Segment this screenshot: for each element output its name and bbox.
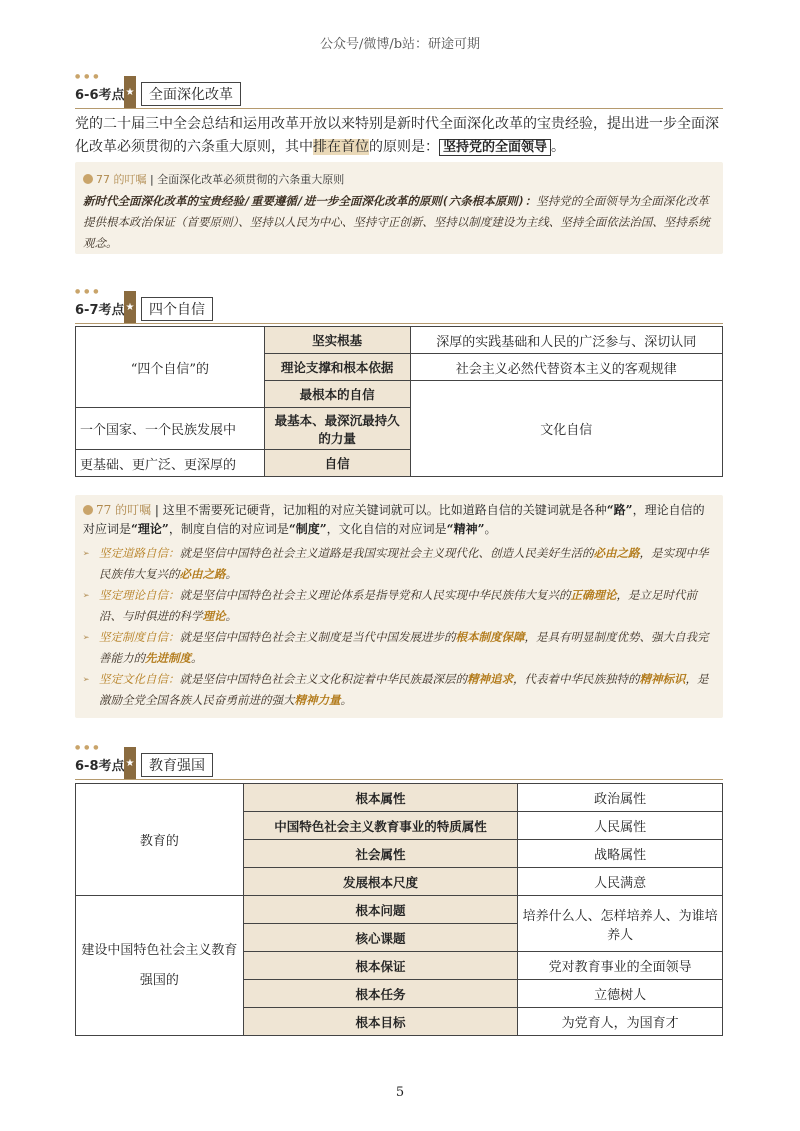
table-key-cell: 根本问题: [243, 896, 518, 924]
decoration-dots: ● ● ●: [75, 744, 100, 751]
table-key-cell: 根本属性: [243, 784, 518, 812]
table-key-cell: 核心课题: [243, 924, 518, 952]
tip-box-6-6: [75, 162, 723, 254]
table-key-cell: 根本任务: [243, 980, 518, 1008]
table-cell: 战略属性: [518, 840, 723, 868]
table-cell: 更基础、更广泛、更深厚的: [76, 450, 265, 477]
table-key-cell: 最根本的自信: [264, 381, 410, 408]
decoration-dots: ● ● ●: [75, 288, 100, 295]
page-number: 5: [395, 1085, 405, 1100]
table-row: [76, 896, 723, 924]
table-cell: 社会主义必然代替资本主义的客观规律: [410, 354, 723, 381]
table-cell: 为党育人，为国育才: [518, 1008, 723, 1036]
table-row: [76, 784, 723, 812]
tip-intro: 77 的叮嘱 | 这里不需要死记硬背，记加粗的对应关键词就可以。比如道路自信的关键词就是各种“路”，理论自信的对应词是“理论”，制度自信的对应词是“制度”，文化自信的对应词是“精神”。: [83, 503, 705, 536]
tip-body: 新时代全面深化改革的宝贵经验/重要遵循/进一步全面深化改革的原则(六条根本原则)：坚持党的全面领导为全面深化改革提供根本政治保证（首要原则）、坚持以人民为中心、坚持守正创新、坚持以制度建设为主线、坚持全面依法治国、坚持系统观念。: [83, 194, 710, 250]
four-confidences-table: [75, 326, 723, 477]
merged-cell: 培养什么人、怎样培养人、为谁培养人: [518, 896, 723, 952]
table-key-cell: 社会属性: [243, 840, 518, 868]
section-title: 全面深化改革: [141, 82, 241, 106]
section-heading-6-6: [75, 73, 723, 109]
table-row: [76, 327, 723, 354]
lightbulb-icon: [83, 505, 93, 515]
table-cell: 党对教育事业的全面领导: [518, 952, 723, 980]
tip-heading: 77 的叮嘱 | 全面深化改革必须贯彻的六条重大原则: [83, 168, 715, 191]
list-item: ➢ 坚定文化自信：就是坚信中国特色社会主义文化积淀着中华民族最深层的精神追求，代表着中华民族独特的精神标识，是激励全党全国各族人民奋勇前进的强大精神力量。: [83, 669, 715, 711]
lightbulb-icon: [83, 174, 93, 184]
list-item: ➢ 坚定道路自信：就是坚信中国特色社会主义道路是我国实现社会主义现代化、创造人民美好生活的必由之路，是实现中华民族伟大复兴的必由之路。: [83, 543, 715, 585]
table-key-cell: 自信: [264, 450, 410, 477]
education-power-table: [75, 783, 723, 1036]
table-cell: 人民满意: [518, 868, 723, 896]
table-key-cell: 坚实根基: [264, 327, 410, 354]
star-icon: [124, 76, 136, 108]
list-item: ➢ 坚定理论自信：就是坚信中国特色社会主义理论体系是指导党和人民实现中华民族伟大复兴的正确理论，是立足时代前沿、与时俱进的科学理论。: [83, 585, 715, 627]
table-cell: 立德树人: [518, 980, 723, 1008]
table-key-cell: 理论支撑和根本依据: [264, 354, 410, 381]
star-icon: [124, 747, 136, 779]
table-cell: 政治属性: [518, 784, 723, 812]
section-title: 教育强国: [141, 753, 213, 777]
section-heading-6-7: [75, 288, 723, 324]
section-code: 6-6考点: [75, 88, 125, 103]
list-item: ➢ 坚定制度自信：就是坚信中国特色社会主义制度是当代中国发展进步的根本制度保障，是具有明显制度优势、强大自我完善能力的先进制度。: [83, 627, 715, 669]
table-key-cell: 中国特色社会主义教育事业的特质属性: [243, 812, 518, 840]
table-key-cell: 最基本、最深沉最持久的力量: [264, 408, 410, 450]
highlight-text: 排在首位: [313, 139, 369, 155]
question-paragraph: 党的二十届三中全会总结和运用改革开放以来特别是新时代全面深化改革的宝贵经验，提出进一步全面深化改革必须贯彻的六条重大原则，其中排在首位的原则是： 坚持党的全面领导 。: [75, 116, 719, 155]
tip-box-6-7: [75, 495, 723, 718]
decoration-dots: ● ● ●: [75, 73, 100, 80]
bullet-list: [83, 543, 715, 711]
table-cell: 人民属性: [518, 812, 723, 840]
group-label-cell: 建设中国特色社会主义教育强国的: [76, 896, 244, 1036]
section-title: 四个自信: [141, 297, 213, 321]
section-code: 6-8考点: [75, 759, 125, 774]
group-label-cell: 教育的: [76, 784, 244, 896]
star-icon: [124, 291, 136, 323]
table-cell: “四个自信”的: [76, 327, 265, 408]
page-header: 公众号/微博/b站：研途可期: [319, 37, 481, 52]
table-cell: 深厚的实践基础和人民的广泛参与、深切认同: [410, 327, 723, 354]
table-key-cell: 根本目标: [243, 1008, 518, 1036]
table-key-cell: 根本保证: [243, 952, 518, 980]
table-key-cell: 发展根本尺度: [243, 868, 518, 896]
section-code: 6-7考点: [75, 303, 125, 318]
table-cell: 一个国家、一个民族发展中: [76, 408, 265, 450]
answer-box: 坚持党的全面领导: [439, 139, 551, 156]
section-heading-6-8: [75, 744, 723, 780]
merged-cell: 文化自信: [410, 381, 723, 477]
